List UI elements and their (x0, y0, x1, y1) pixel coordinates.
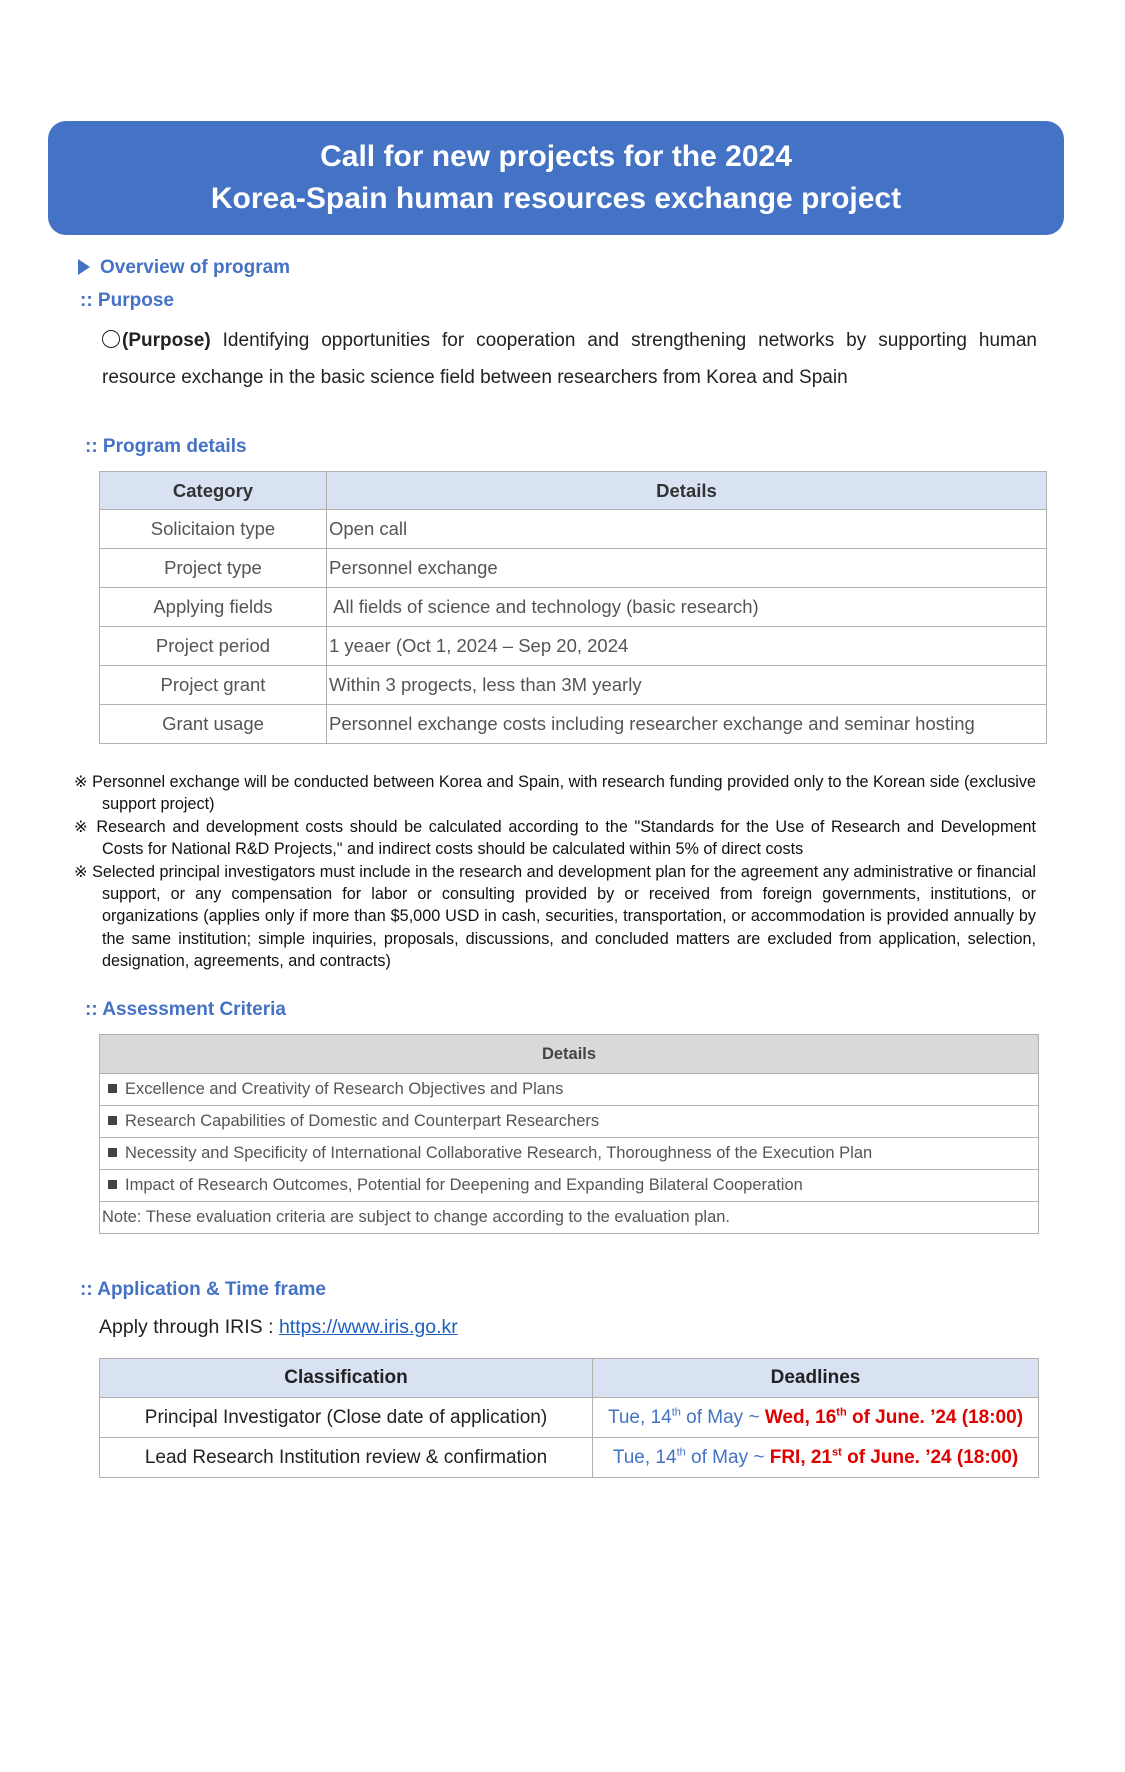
deadline-end-suffix: th (836, 1406, 847, 1419)
details-cell: Open call (327, 510, 1047, 549)
column-header-classification: Classification (100, 1359, 593, 1398)
criterion-text: Impact of Research Outcomes, Potential for Deepening and Expanding Bilateral Cooperation (125, 1176, 803, 1194)
deadline-end-day: FRI, 21 (769, 1446, 833, 1468)
purpose-text-2: resource exchange in the basic science field between researchers from Korea and Spain (102, 367, 848, 388)
category-cell: Solicitaion type (100, 510, 327, 549)
note-item: ※ Selected principal investigators must include in the research and development plan for the agreement any administrative or financial support, or any compensation for labor or consulting provided by or received from foreign governments, institutions, or organizations (applies only if more than $5,000 USD in cash, securities, transportation, or accommodation is provided annually by the same institution; simple inquiries, proposals, discussions, and concluded matters are excluded from application, selection, designation, agreements, and contracts) (74, 862, 1036, 971)
criterion-cell (100, 1106, 1039, 1138)
table-row (100, 1106, 1039, 1138)
note-item: ※ Personnel exchange will be conducted between Korea and Spain, with research funding provided only to the Korean side (exclusive support project) (74, 773, 1036, 814)
deadline-start-month: of May ~ (680, 1406, 765, 1428)
column-header-details: Details (100, 1035, 1039, 1074)
deadline-cell (593, 1438, 1039, 1478)
details-cell: Personnel exchange costs including researcher exchange and seminar hosting (327, 705, 1047, 744)
deadline-end-day: Wed, 16 (764, 1406, 837, 1428)
table-row (100, 666, 1047, 705)
deadline-start-day: Tue, 14 (607, 1406, 672, 1428)
table-row (100, 1138, 1039, 1170)
category-cell: Project type (100, 549, 327, 588)
square-bullet-icon (108, 1148, 117, 1157)
table-row (100, 1398, 1039, 1438)
table-row (100, 627, 1047, 666)
title-line-2: Korea-Spain human resources exchange project (210, 182, 902, 215)
table-header-row (100, 472, 1047, 510)
table-row (100, 1074, 1039, 1106)
assessment-table (99, 1034, 1039, 1234)
deadline-start-suffix: th (671, 1406, 681, 1419)
column-header-details: Details (327, 472, 1047, 510)
application-heading: :: Application & Time frame (80, 1279, 326, 1300)
table-row (100, 1438, 1039, 1478)
square-bullet-icon (108, 1180, 117, 1189)
overview-heading-text: Overview of program (100, 257, 291, 278)
table-row (100, 510, 1047, 549)
category-cell: Project period (100, 627, 327, 666)
circle-bullet-icon (102, 330, 120, 348)
triangle-icon (78, 259, 90, 275)
deadline-end-month: of June. ’24 (18:00) (841, 1446, 1019, 1468)
note-item: ※ Research and development costs should be calculated according to the "Standards for the Use of Research and Development Costs for National R&D Projects," and indirect costs should be calculated within 5% of direct costs (74, 817, 1036, 859)
program-details-table (99, 471, 1047, 744)
deadline-start-month: of May ~ (685, 1446, 770, 1468)
apply-line (99, 1316, 458, 1339)
evaluation-note-cell: Note: These evaluation criteria are subject to change according to the evaluation plan. (100, 1202, 1039, 1234)
title-line-1: Call for new projects for the 2024 (320, 140, 792, 173)
iris-link[interactable]: https://www.iris.go.kr (278, 1316, 458, 1338)
overview-heading (78, 257, 290, 279)
details-cell: Within 3 progects, less than 3M yearly (327, 666, 1047, 705)
table-row (100, 588, 1047, 627)
deadline-end-month: of June. ’24 (18:00) (846, 1406, 1024, 1428)
category-cell: Grant usage (100, 705, 327, 744)
table-row (100, 1170, 1039, 1202)
criterion-cell (100, 1170, 1039, 1202)
criterion-cell (100, 1138, 1039, 1170)
table-row (100, 705, 1047, 744)
deadline-end (770, 1447, 1018, 1468)
criterion-text: Excellence and Creativity of Research Objectives and Plans (125, 1080, 564, 1098)
deadline-start-day: Tue, 14 (612, 1446, 677, 1468)
category-cell: Applying fields (100, 588, 327, 627)
purpose-paragraph (102, 322, 1037, 396)
deadline-cell (593, 1398, 1039, 1438)
apply-text: Apply through IRIS : (99, 1316, 279, 1338)
table-row (100, 1202, 1039, 1234)
deadline-start-suffix: th (676, 1446, 686, 1459)
column-header-category: Category (100, 472, 327, 510)
square-bullet-icon (108, 1116, 117, 1125)
column-header-deadlines: Deadlines (593, 1359, 1039, 1398)
criterion-text: Research Capabilities of Domestic and Counterpart Researchers (125, 1112, 600, 1130)
deadline-start (613, 1447, 770, 1468)
deadline-end (765, 1407, 1023, 1428)
purpose-label: (Purpose) (122, 330, 211, 351)
details-cell: 1 yeaer (Oct 1, 2024 – Sep 20, 2024 (327, 627, 1047, 666)
table-header-row (100, 1035, 1039, 1074)
title-banner (48, 121, 1064, 235)
classification-cell: Principal Investigator (Close date of application) (100, 1398, 593, 1438)
notes-section (74, 771, 1036, 973)
table-header-row (100, 1359, 1039, 1398)
table-row (100, 549, 1047, 588)
square-bullet-icon (108, 1084, 117, 1093)
purpose-text-1: Identifying opportunities for cooperation and strengthening networks by supporting human (210, 330, 1037, 351)
classification-cell: Lead Research Institution review & confirmation (100, 1438, 593, 1478)
program-details-heading: :: Program details (85, 436, 247, 457)
assessment-heading: :: Assessment Criteria (85, 999, 286, 1020)
criterion-text: Necessity and Specificity of International Collaborative Research, Thoroughness of the Execution Plan (125, 1144, 873, 1162)
purpose-heading: :: Purpose (80, 290, 174, 311)
deadlines-table (99, 1358, 1039, 1478)
details-cell: Personnel exchange (327, 549, 1047, 588)
criterion-cell (100, 1074, 1039, 1106)
category-cell: Project grant (100, 666, 327, 705)
deadline-end-suffix: st (832, 1446, 842, 1459)
deadline-start (608, 1407, 765, 1428)
details-cell: All fields of science and technology (basic research) (327, 588, 1047, 627)
